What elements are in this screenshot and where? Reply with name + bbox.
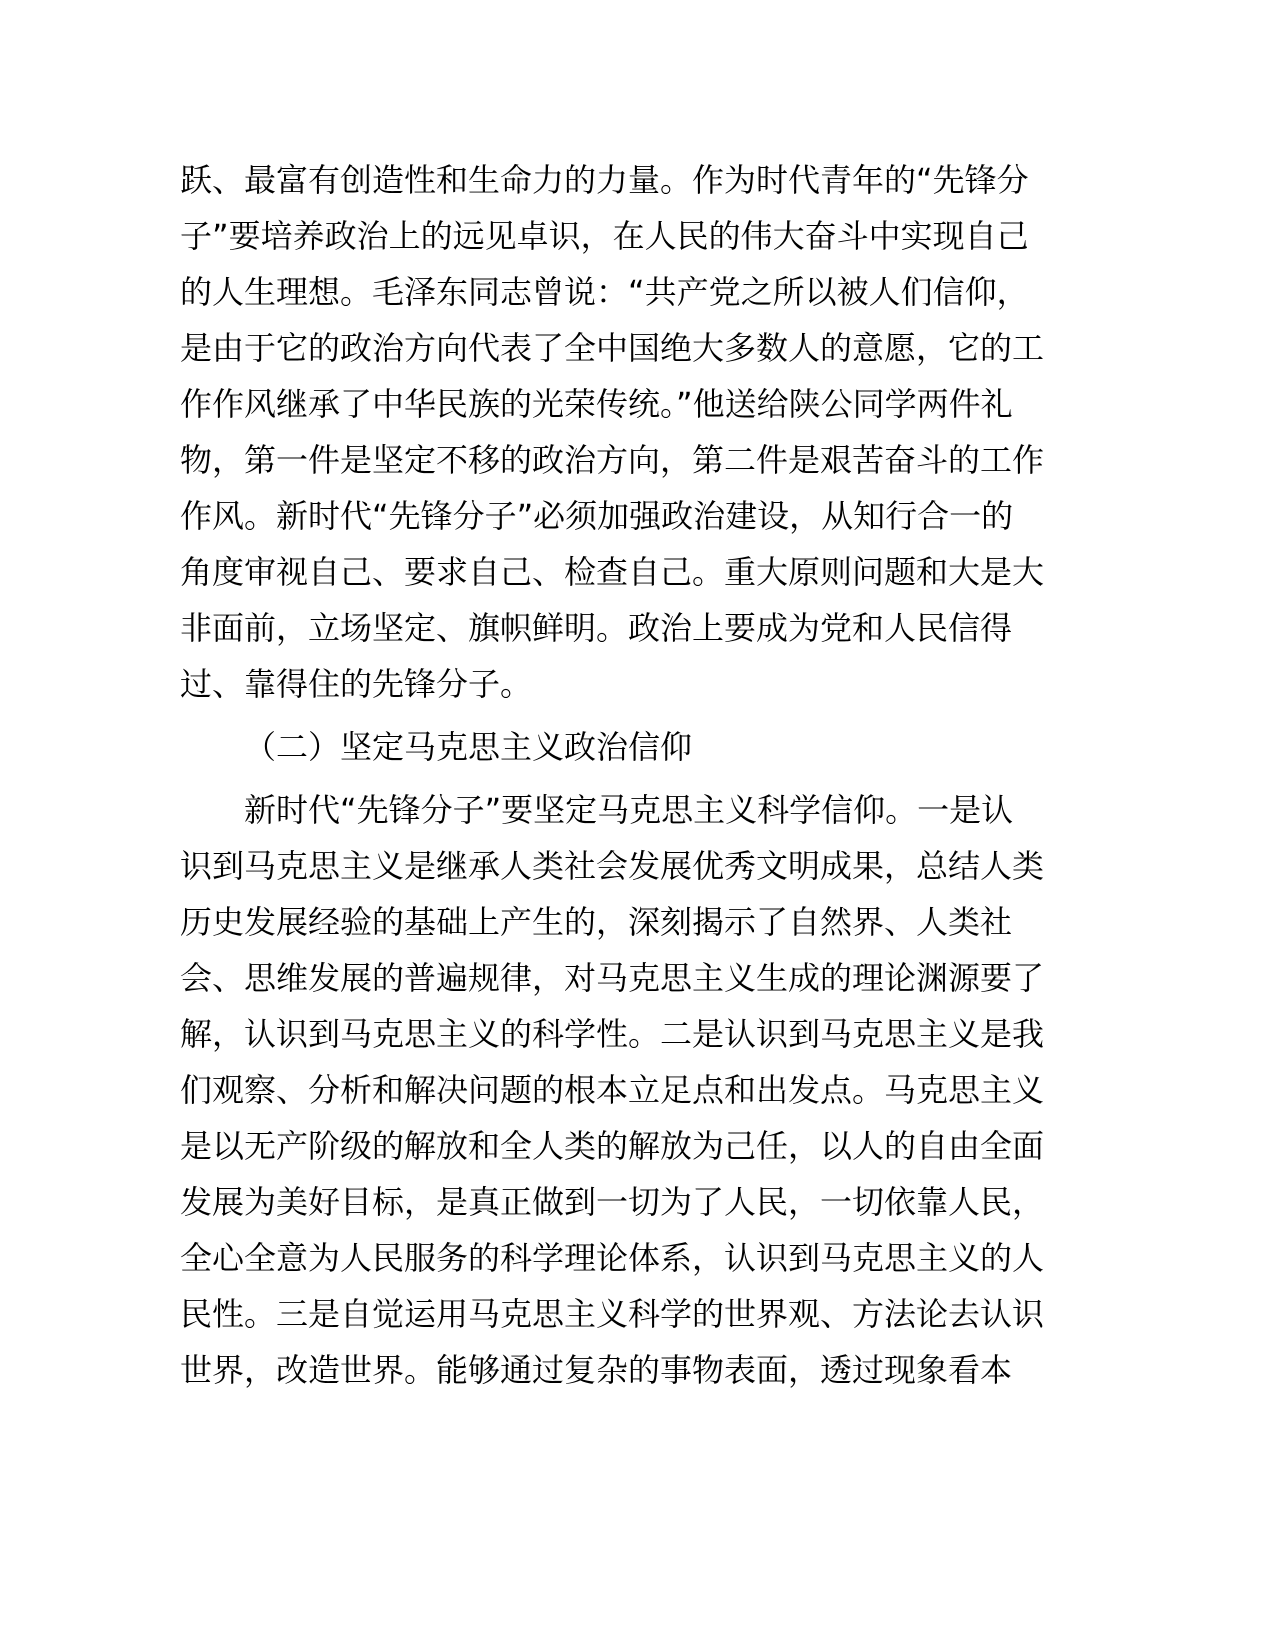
text-line: 会、思维发展的普遍规律，对马克思主义生成的理论渊源要了 [180,959,1045,997]
text-line: 历史发展经验的基础上产生的，深刻揭示了自然界、人类社 [180,903,1013,941]
text-line: 发展为美好目标，是真正做到一切为了人民，一切依靠人民， [180,1183,1045,1221]
text-line: 作风。新时代“先锋分子”必须加强政治建设，从知行合一的 [180,497,1014,535]
text-line: 作作风继承了中华民族的光荣传统。”他送给陕公同学两件礼 [180,385,1013,423]
text-line: 是由于它的政治方向代表了全中国绝大多数人的意愿，它的工 [180,329,1045,367]
text-line: 解，认识到马克思主义的科学性。二是认识到马克思主义是我 [180,1015,1045,1053]
text-line: 角度审视自己、要求自己、检查自己。重大原则问题和大是大 [180,553,1045,591]
text-line: 识到马克思主义是继承人类社会发展优秀文明成果，总结人类 [180,847,1045,885]
text-line: 过、靠得住的先锋分子。 [180,665,533,703]
paragraph-political-vision [180,152,1050,712]
text-line: 们观察、分析和解决问题的根本立足点和出发点。马克思主义 [180,1071,1045,1109]
text-line: 非面前，立场坚定、旗帜鲜明。政治上要成为党和人民信得 [180,609,1013,647]
text-line: 新时代“先锋分子”要坚定马克思主义科学信仰。一是认 [244,791,1014,829]
text-line: 的人生理想。毛泽东同志曾说：“共产党之所以被人们信仰， [180,273,1029,311]
text-line: 全心全意为人民服务的科学理论体系，认识到马克思主义的人 [180,1239,1045,1277]
text-line: 子”要培养政治上的远见卓识，在人民的伟大奋斗中实现自己 [180,217,1029,255]
section-heading: （二）坚定马克思主义政治信仰 [244,728,693,766]
paragraph-marxist-belief [180,782,1050,1398]
text-line: 是以无产阶级的解放和全人类的解放为己任，以人的自由全面 [180,1127,1045,1165]
text-line: 世界，改造世界。能够通过复杂的事物表面，透过现象看本 [180,1351,1013,1389]
text-line: 物，第一件是坚定不移的政治方向，第二件是艰苦奋斗的工作 [180,441,1045,479]
text-line: 民性。三是自觉运用马克思主义科学的世界观、方法论去认识 [180,1295,1045,1333]
text-line: 跃、最富有创造性和生命力的力量。作为时代青年的“先锋分 [180,161,1029,199]
